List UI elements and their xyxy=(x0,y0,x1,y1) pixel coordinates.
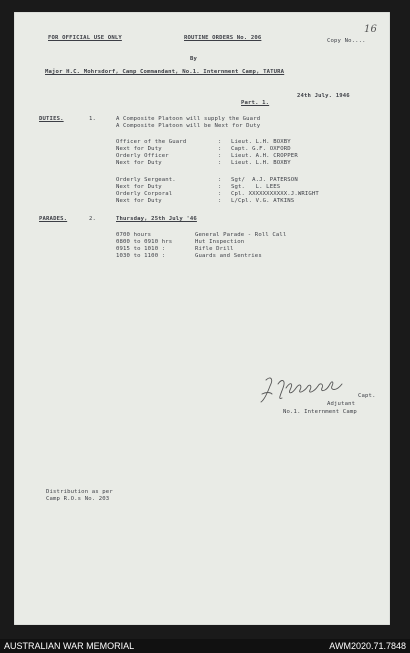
order-number: ROUTINE ORDERS No. 206 xyxy=(184,35,262,41)
distribution-line-2: Camp R.O.s No. 203 xyxy=(46,496,110,502)
duties-number: 1. xyxy=(89,116,97,122)
roster-sep: : xyxy=(218,198,222,204)
roster-sep: : xyxy=(218,153,222,159)
roster-name: Capt. G.F. OXFORD xyxy=(231,146,291,152)
archive-footer xyxy=(0,639,410,653)
roster-role: Next for Duty xyxy=(116,184,162,190)
schedule-activity: Rifle Drill xyxy=(195,246,234,252)
duties-heading: DUTIES. xyxy=(39,116,64,122)
roster-name: Sgt/ A.J. PATERSON xyxy=(231,177,298,183)
order-date: 24th July. 1946 xyxy=(297,93,350,99)
roster-role: Next for Duty xyxy=(116,198,162,204)
roster-sep: : xyxy=(218,160,222,166)
roster-sep: : xyxy=(218,191,222,197)
roster-name: Lieut. L.H. BOXBY xyxy=(231,139,291,145)
schedule-time: 1030 to 1100 : xyxy=(116,253,166,259)
roster-role: Orderly Officer xyxy=(116,153,169,159)
signatory-title: Adjutant xyxy=(327,401,356,407)
roster-name: Lieut. A.H. CROPPER xyxy=(231,153,298,159)
schedule-time: 0800 to 0910 hrs xyxy=(116,239,173,245)
roster-sep: : xyxy=(218,177,222,183)
schedule-time: 0915 to 1010 : xyxy=(116,246,166,252)
roster-sep: : xyxy=(218,184,222,190)
parades-heading: PARADES. xyxy=(39,216,68,222)
classification-marking: FOR OFFICIAL USE ONLY xyxy=(48,35,122,41)
document-page xyxy=(14,12,390,625)
roster-role: Orderly Sergeant. xyxy=(116,177,176,183)
distribution-line-1: Distribution as per xyxy=(46,489,113,495)
duties-line-2: A Composite Platoon will be Next for Duty xyxy=(116,123,261,129)
roster-role: Next for Duty xyxy=(116,160,162,166)
copy-number-handwritten: 16 xyxy=(364,24,378,35)
schedule-time: 0700 hours xyxy=(116,232,152,238)
archive-reference: AWM2020.71.7848 xyxy=(329,641,406,651)
signatory-rank: Capt. xyxy=(358,393,376,399)
archive-name: AUSTRALIAN WAR MEMORIAL xyxy=(4,641,135,651)
roster-role: Officer of the Guard xyxy=(116,139,187,145)
roster-name: Cpl. XXXXXXXXXXX.J.WRIGHT xyxy=(231,191,319,197)
copy-number: Copy No.... xyxy=(327,38,366,44)
roster-name: L/Cpl. V.G. ATKINS xyxy=(231,198,295,204)
roster-sep: : xyxy=(218,146,222,152)
parades-day: Thursday, 25th July '46 xyxy=(116,216,197,222)
issuer-line: Major H.C. Mohrsdorf, Camp Commandant, No.1. Internment Camp, TATURA xyxy=(45,69,285,75)
roster-sep: : xyxy=(218,139,222,145)
roster-name: Sgt. L. LEES xyxy=(231,184,281,190)
schedule-activity: Guards and Sentries xyxy=(195,253,262,259)
signatory-unit: No.1. Internment Camp xyxy=(283,409,357,415)
schedule-activity: Hut Inspection xyxy=(195,239,245,245)
part-heading: Part. 1. xyxy=(241,100,270,106)
roster-role: Orderly Corporal xyxy=(116,191,173,197)
schedule-activity: General Parade - Roll Call xyxy=(195,232,287,238)
parades-number: 2. xyxy=(89,216,97,222)
duties-line-1: A Composite Platoon will supply the Guard xyxy=(116,116,261,122)
by-line: By xyxy=(190,56,198,62)
roster-name: Lieut. L.H. BOXBY xyxy=(231,160,291,166)
roster-role: Next for Duty xyxy=(116,146,162,152)
